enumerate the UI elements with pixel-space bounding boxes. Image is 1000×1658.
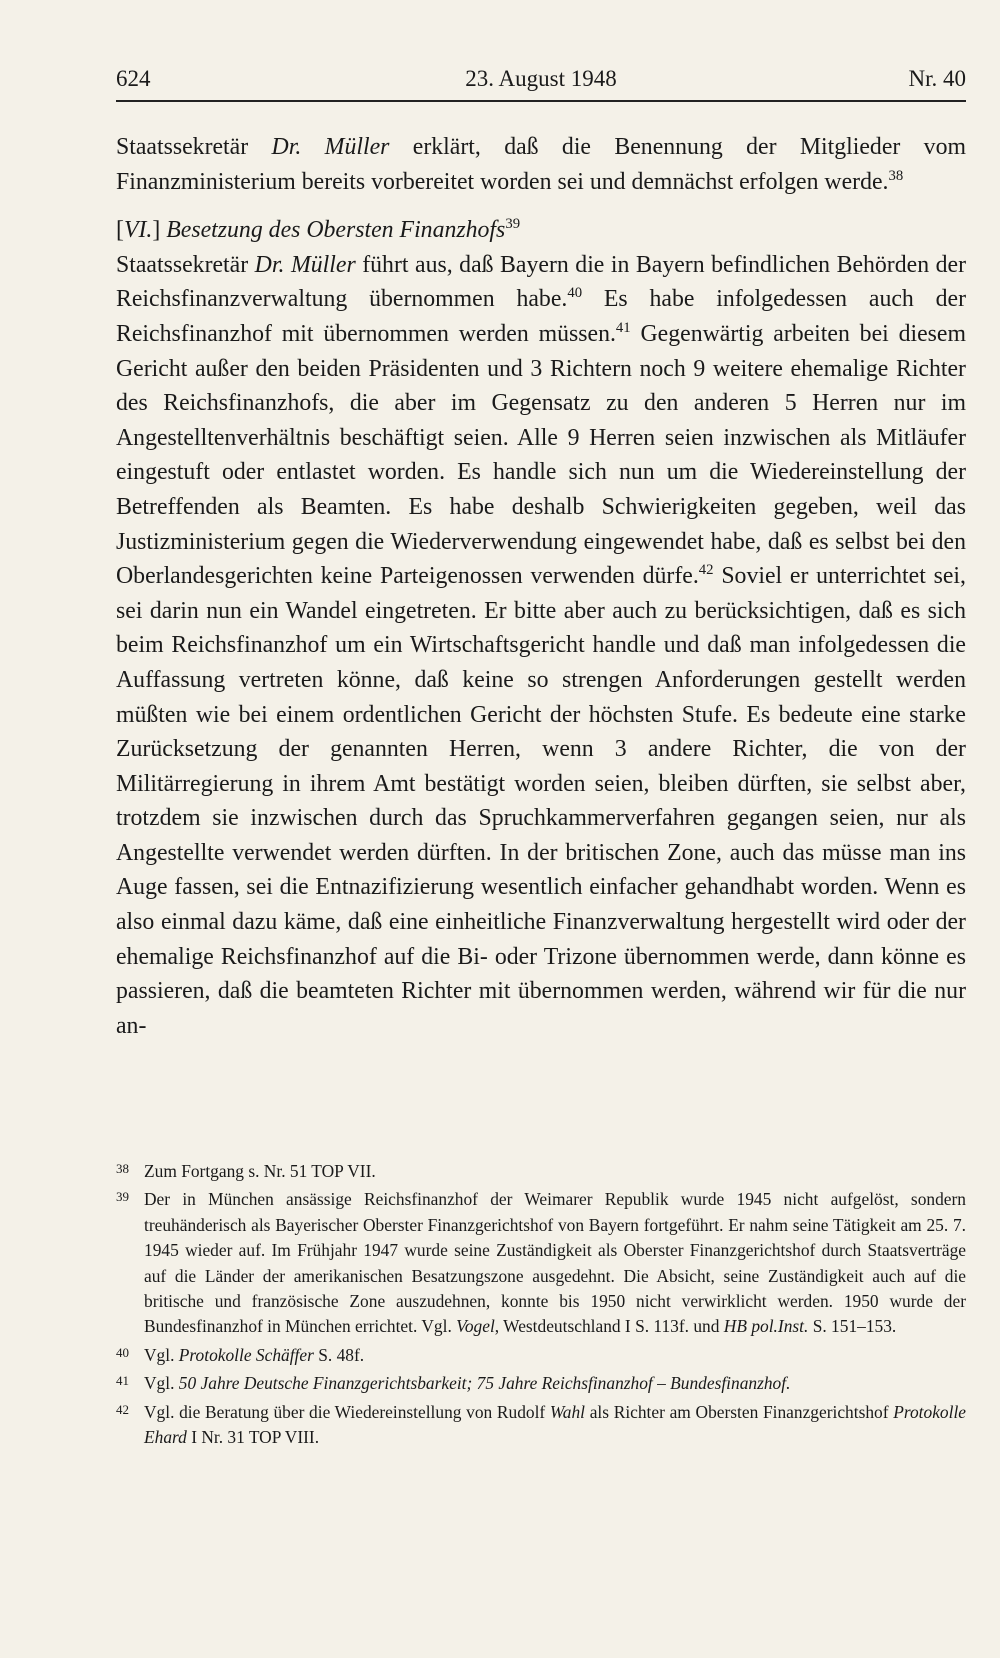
header-date: 23. August 1948 bbox=[465, 66, 617, 91]
footnote-source: Protokolle Ehard bbox=[144, 1401, 966, 1448]
footnote-number: 39 bbox=[116, 1189, 129, 1205]
text-run: Soviel er unterrichtet sei, sei darin nun ein Wandel eingetreten. Er bitte aber auch zu berücksichtigen, daß es sich beim Reichsfinanzhof um ein Wirtschaftsgericht handle und daß man infolgedessen die Auffassung vertreten könne, daß keine so strengen Anforderungen gestellt werden müßten wie bei einem ordentlichen Gericht der höchsten Stufe. Es bedeute eine starke Zurücksetzung der genannten Herren, wenn 3 andere Richter, die von der Militärregierung in ihrem Amt bestätigt worden seien, bleiben dürften, sie selbst aber, trotzdem sie inzwischen durch das Spruchkammerverfahren gegangen seien, nur als Angestellte verwendet werden dürften. In der britischen Zone, auch das müsse man ins Auge fassen, sei die Entnazifizierung wesentlich einfacher gehandhabt worden. Wenn es also einmal dazu käme, daß eine einheitliche Finanzverwaltung hergestellt wird oder der ehemalige Reichsfinanzhof auf die Bi- oder Trizone übernommen werde, dann könne es passieren, daß die beamteten Richter mit übernommen werden, während wir für die nur an- bbox=[116, 563, 966, 1039]
footnote-text: Vgl. bbox=[144, 1373, 179, 1394]
text-run: erklärt, daß die Benennung der Mitglieder vom Finanzministerium bereits vorbereitet worden sei und demnächst erfolgen werde. bbox=[116, 134, 966, 195]
footnote-text: Der in München ansässige Reichsfinanzhof der Weimarer Republik wurde 1945 nicht aufgelöst, sondern treuhänderisch als Bayerischer Oberster Finanzgerichtshof von Bayern fortgeführt. Er nahm seine Tätigkeit am 25. 7. 1945 wieder auf. Im Frühjahr 1947 wurde seine Zuständigkeit als Oberster Finanzgerichtshof durch Staatsverträge auf die Länder der amerikanischen Besatzungszone ausgedehnt. Die Absicht, seine Zuständigkeit auch auf die britische und französische Zone auszudehnen, konnte bis 1950 nicht verwirklicht werden. 1950 wurde der Bundesfinanzhof in München errichtet. Vgl. bbox=[144, 1189, 966, 1337]
bracket-close: ] bbox=[152, 217, 167, 244]
bracket-open: [ bbox=[116, 217, 124, 244]
footnote-ref: 41 bbox=[615, 319, 631, 336]
footnote-author: Wahl bbox=[549, 1401, 586, 1422]
paragraph-discussion bbox=[116, 248, 966, 1044]
footnote-text: Vgl. die Beratung über die Wiedereinstellung von Rudolf bbox=[144, 1401, 550, 1422]
footnote-text: Zum Fortgang s. Nr. 51 TOP VII. bbox=[144, 1161, 376, 1181]
footnote-text: als Richter am Obersten Finanzgerichtshof bbox=[585, 1401, 894, 1422]
footnote-text: S. 151–153. bbox=[808, 1316, 897, 1337]
document-number: Nr. 40 bbox=[908, 66, 966, 91]
footnote-text: , Westdeutschland I S. 113f. und bbox=[494, 1316, 724, 1337]
footnote-number: 38 bbox=[116, 1161, 129, 1176]
text-run: Es habe infolgedessen auch der Reichsfinanzhof mit übernommen werden müssen. bbox=[116, 286, 966, 347]
footnote-source: HB pol.Inst. bbox=[723, 1316, 809, 1337]
main-text bbox=[116, 130, 966, 1043]
text-run: führt aus, daß Bayern die in Bayern befindlichen Behörden der Reichsfinanzverwaltung übernommen habe. bbox=[116, 251, 966, 313]
section-roman-numeral: VI. bbox=[123, 217, 153, 244]
footnote-42 bbox=[116, 1400, 966, 1451]
footnote-ref: 38 bbox=[888, 167, 904, 184]
footnote-number: 40 bbox=[116, 1344, 129, 1360]
footnote-number: 42 bbox=[116, 1401, 129, 1417]
footnote-ref: 42 bbox=[698, 561, 714, 578]
footnote-38 bbox=[116, 1159, 966, 1184]
text-run: Gegenwärtig arbeiten bei diesem Gericht außer den beiden Präsidenten und 3 Richtern noch 9 weitere ehemalige Richter des Reichsfinanzhofs, die aber im Gegensatz zu den anderen 5 Herren nur im Angestelltenverhältnis beschäftigt seien. Alle 9 Herren seien inzwischen als Mitläufer eingestuft oder entlastet worden. Es handle sich nun um die Wiedereinstellung der Betreffenden als Beamten. Es habe deshalb Schwierigkeiten gegeben, weil das Justizministerium gegen die Wiederverwendung eingewendet habe, daß es selbst bei den Oberlandesgerichten keine Parteigenossen verwenden dürfe. bbox=[116, 320, 966, 590]
footnote-text: Vgl. bbox=[144, 1344, 179, 1365]
footnote-source: Protokolle Schäffer bbox=[178, 1344, 314, 1365]
paragraph-statement bbox=[116, 130, 966, 199]
footnote-ref: 39 bbox=[505, 216, 521, 233]
footnote-40 bbox=[116, 1343, 966, 1368]
page-header bbox=[116, 64, 966, 102]
section-title: Besetzung des Obersten Finanzhofs bbox=[166, 217, 506, 244]
text-run: Staatssekretär bbox=[116, 134, 272, 160]
text-run: Staatssekretär bbox=[116, 251, 255, 278]
footnotes bbox=[116, 1159, 966, 1453]
section-heading bbox=[116, 213, 966, 248]
footnote-ref: 40 bbox=[567, 285, 583, 302]
footnote-source: 50 Jahre Deutsche Finanzgerichtsbarkeit; 75 Jahre Reichsfinanzhof – Bundesfinanzhof. bbox=[178, 1373, 791, 1394]
footnote-text: I Nr. 31 TOP VIII. bbox=[186, 1427, 320, 1448]
speaker-name: Dr. Müller bbox=[254, 251, 356, 278]
footnote-41 bbox=[116, 1371, 966, 1396]
footnote-author: Vogel bbox=[456, 1316, 495, 1337]
footnote-39 bbox=[116, 1187, 966, 1339]
page-number: 624 bbox=[116, 66, 151, 91]
speaker-name: Dr. Müller bbox=[271, 134, 390, 160]
footnote-number: 41 bbox=[116, 1373, 129, 1389]
footnote-text: S. 48f. bbox=[313, 1344, 365, 1365]
